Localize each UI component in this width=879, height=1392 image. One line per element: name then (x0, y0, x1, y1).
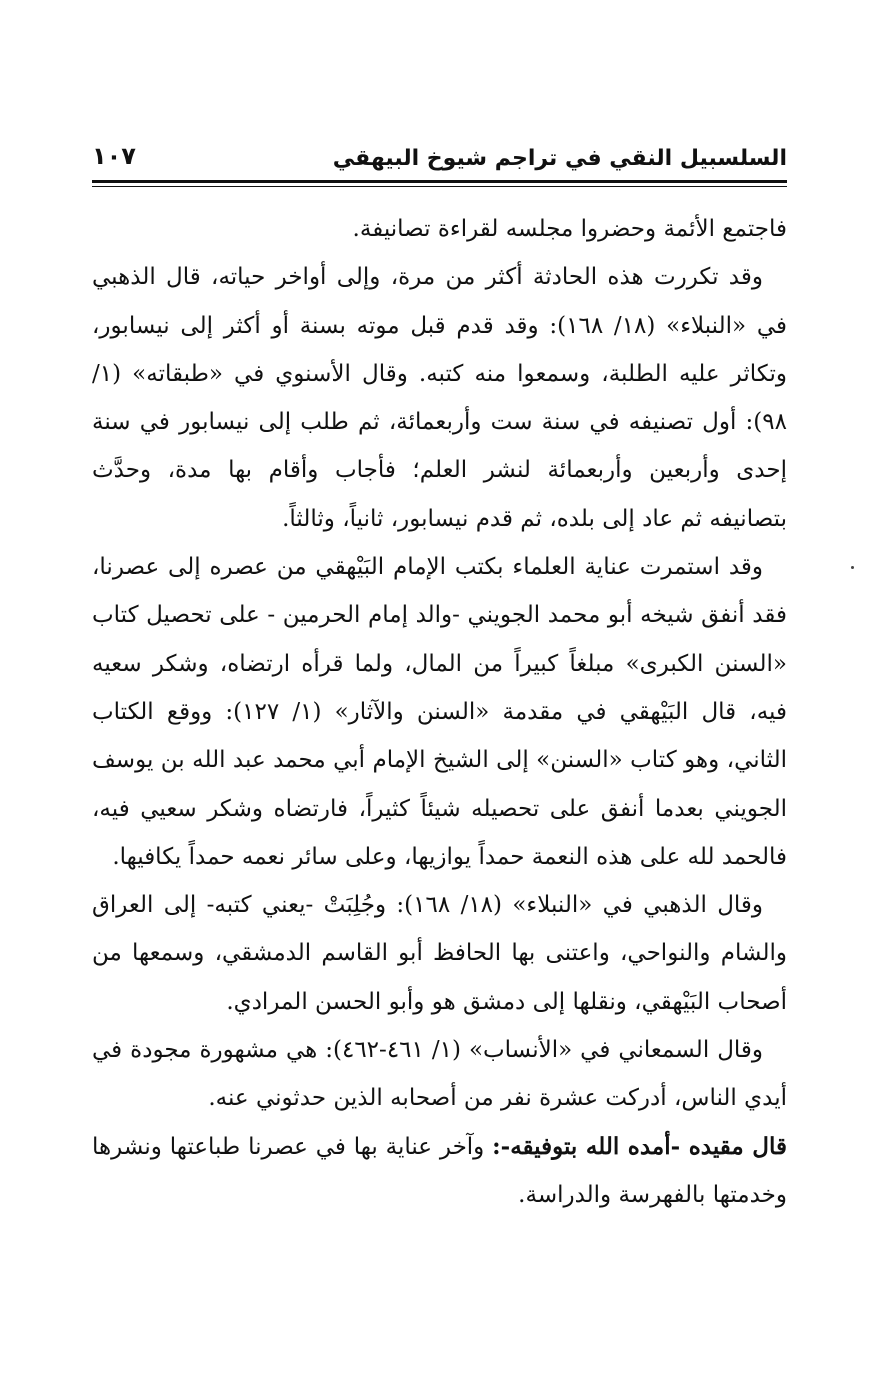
body-text (92, 205, 787, 1219)
scan-speck (851, 566, 854, 569)
header-rule (92, 180, 787, 183)
running-header-title: السلسبيل النقي في تراجم شيوخ البيهقي (332, 146, 787, 171)
header-rule-thin (92, 186, 787, 187)
running-header (92, 140, 787, 184)
paragraph-6 (92, 1123, 787, 1220)
paragraph-3: وقد استمرت عناية العلماء بكتب الإمام البَيْهقي من عصره إلى عصرنا، فقد أنفق شيخه أبو محمد الجويني -والد إمام الحرمين - على تحصيل كتاب «السنن الكبرى» مبلغاً كبيراً من المال، ولما قرأه ارتضاه، وشكر سعيه فيه، قال البَيْهقي في مقدمة «السنن والآثار» (١/ ١٢٧): ووقع الكتاب الثاني، وهو كتاب «السنن» إلى الشيخ الإمام أبي محمد عبد الله بن يوسف الجويني بعدما أنفق على تحصيله شيئاً كثيراً، فارتضاه وشكر سعيي فيه، فالحمد لله على هذه النعمة حمداً يوازيها، وعلى سائر نعمه حمداً يكافيها. (92, 554, 787, 870)
paragraph-6-lead: قال مقيده -أمده الله بتوفيقه-: (492, 1132, 787, 1160)
paragraph-6-text: وآخر عناية بها في عصرنا طباعتها ونشرها وخدمتها بالفهرسة والدراسة. (92, 1133, 787, 1208)
paragraph-5: وقال السمعاني في «الأنساب» (١/ ٤٦١-٤٦٢): هي مشهورة مجودة في أيدي الناس، أدركت عشرة نفر من أصحابه الذين حدثوني عنه. (92, 1037, 787, 1112)
paragraph-4: وقال الذهبي في «النبلاء» (١٨/ ١٦٨): وجُلِبَتْ -يعني كتبه- إلى العراق والشام والنواحي، واعتنى بها الحافظ أبو القاسم الدمشقي، وسمعها من أصحاب البَيْهقي، ونقلها إلى دمشق هو وأبو الحسن المرادي. (92, 892, 787, 1015)
paragraph-1: فاجتمع الأئمة وحضروا مجلسه لقراءة تصانيفة. (352, 216, 787, 242)
page-number: ١٠٧ (92, 142, 136, 170)
paragraph-2: وقد تكررت هذه الحادثة أكثر من مرة، وإلى أواخر حياته، قال الذهبي في «النبلاء» (١٨/ ١٦٨): وقد قدم قبل موته بسنة أو أكثر إلى نيسابور، وتكاثر عليه الطلبة، وسمعوا منه كتبه. وقال الأسنوي في «طبقاته» (١/ ٩٨): أول تصنيفه في سنة ست وأربعمائة، ثم طلب إلى نيسابور في سنة إحدى وأربعين وأربعمائة لنشر العلم؛ فأجاب وأقام بها مدة، وحدَّث بتصانيفه ثم عاد إلى بلده، ثم قدم نيسابور، ثانياً، وثالثاً. (92, 264, 787, 532)
